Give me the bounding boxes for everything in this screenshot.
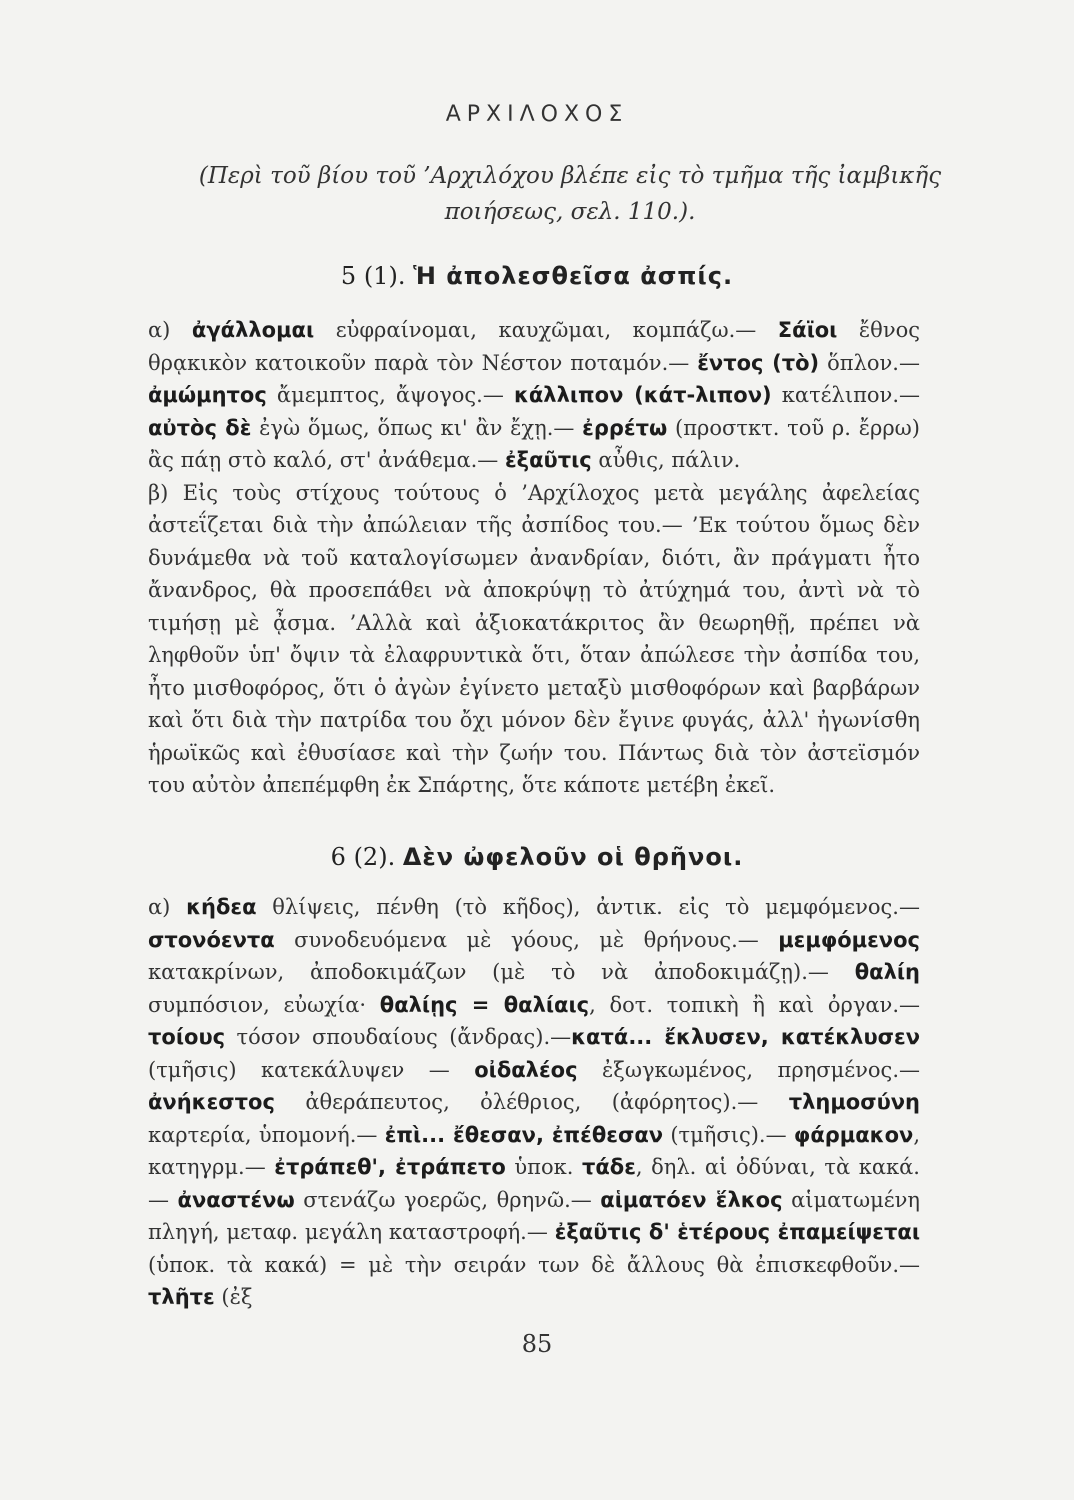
section-5-glossary-text: [148, 318, 920, 472]
section-6-glossary: α) κήδεα θλίψεις, πένθη (τὸ κῆδος), ἀντικ. εἰς τὸ μεμφόμενος.— στονόεντα συνοδευόμενα μὲ γόους, μὲ θρήνους.— μεμφόμενος κατακρίνων, ἀποδοκιμάζων (μὲ τὸ νὰ ἀποδοκιμάζῃ).— θαλίη συμπόσιον, εὐωχία· θαλίῃς = θαλίαις, δοτ. τοπικὴ ἢ καὶ ὀργαν.— τοίους τόσον σπουδαίους (ἄνδρας).—κατά... ἔκλυσεν, κατέκλυσεν (τμῆσις) κατεκάλυψεν — οἰδαλέος ἐξωγκωμένος, πρησμένος.— ἀνήκεστος ἀθεράπευτος, ὀλέθριος, (ἀφόρητος).— τλημοσύνη καρτερία, ὑπομονή.— ἐπὶ... ἔθεσαν, ἐπέθεσαν (τμῆσις).— φάρμακον, κατηγρμ.— ἐτράπεθ', ἐτράπετο ὑποκ. τάδε, δηλ. αἱ ὀδύναι, τὰ κακά.— ἀναστένω στενάζω γοερῶς, θρηνῶ.— αἱματόεν ἕλκος αἱματωμένη πληγή, μεταφ. μεγάλη καταστροφή.— ἐξαῦτις δ' ἑτέρους ἐπαμείψεται (ὑποκ. τὰ κακά) = μὲ τὴν σειράν των δὲ ἄλλους θὰ ἐπισκεφθοῦν.— τλῆτε (ἐξ: [148, 895, 921, 1309]
section-5-term: ἐξαῦτις: [504, 448, 592, 472]
section-5-term: ἐρρέτω: [582, 415, 668, 440]
section-6-term: τλῆτε: [148, 1285, 215, 1309]
section-5-gloss: ὅπλον.—: [819, 350, 920, 375]
section-6-gloss: στενάζω γοερῶς, θρηνῶ.—: [294, 1187, 601, 1212]
section-6-gloss: κατακρίνων, ἀποδοκιμάζων (μὲ τὸ νὰ ἀποδοκιμάζῃ).—: [148, 960, 855, 984]
section-6-gloss: καρτερία, ὑπομονή.—: [148, 1122, 385, 1147]
section-5-glossary: α) ἀγάλλομαι εὐφραίνομαι, καυχῶμαι, κομπάζω.— Σάϊοι ἔθνος θρᾳκικὸν κατοικοῦν παρὰ τὸν Νέστον ποταμόν.— ἔντος (τὸ) ὅπλον.— ἀμώμητος ἄμεμπτος, ἄψογος.— κάλλιπον (κάτ-λιπον) κατέλιπον.— αὐτὸς δὲ ἐγὼ ὅμως, ὅπως κι' ἂν ἔχῃ.— ἐρρέτω (προστκτ. τοῦ ρ. ἔρρω) ἂς πάῃ στὸ καλό, στ' ἀνάθεμα.— ἐξαῦτις αὖθις, πάλιν.: [148, 318, 920, 472]
section-6-term: ἐξαῦτις δ' ἑτέρους ἐπαμείψεται: [554, 1220, 920, 1244]
section-6-term: τλημοσύνη: [788, 1090, 920, 1114]
section-6-term: ἀναστένω: [177, 1187, 295, 1212]
section-6-term: ἀνήκεστος: [148, 1090, 275, 1114]
section-6-gloss: , δηλ. αἱ ὀδύναι, τὰ κακά.—: [148, 1155, 920, 1212]
section-5-term: ἔντος (τὸ): [697, 350, 820, 375]
section-6-term: ἐπὶ... ἔθεσαν, ἐπέθεσαν: [384, 1122, 664, 1147]
section-6-glossary-text: [148, 895, 920, 1309]
section-6-gloss: (ἐξ: [214, 1285, 253, 1309]
section-5-term: κάλλιπον (κάτ-λιπον): [513, 383, 772, 407]
page-header: ΑΡΧΙΛΟΧΟΣ: [445, 102, 629, 127]
section-6-gloss: , κατηγρμ.—: [148, 1122, 920, 1179]
section-5-gloss: αὖθις, πάλιν.: [591, 448, 741, 472]
section-6-heading: [0, 843, 1074, 871]
section-6-gloss: ἐξωγκωμένος, πρησμένος.—: [577, 1057, 920, 1082]
section-6-term: φάρμακον: [793, 1122, 914, 1147]
section-6-body: [148, 891, 920, 1314]
section-5-gloss: κατέλιπον.—: [771, 383, 920, 407]
section-6-term: θαλίῃς = θαλίαις: [379, 992, 590, 1017]
intro-note: (Περὶ τοῦ βίου τοῦ ’Αρχιλόχου βλέπε εἰς τὸ τμῆμα τῆς ἰαμβικῆς ποιήσεως, σελ. 110.).: [198, 163, 942, 225]
section-5-term: αὐτὸς δὲ: [148, 415, 252, 440]
section-6-gloss: θλίψεις, πένθη (τὸ κῆδος), ἀντικ. εἰς τὸ μεμφόμενος.—: [256, 895, 920, 919]
section-5-gloss: (προστκτ. τοῦ ρ. ἔρρω) ἂς πάῃ στὸ καλό, στ' ἀνάθεμα.—: [148, 415, 920, 472]
section-6-gloss: (ὑποκ. τὰ κακά) = μὲ τὴν σειράν των δὲ ἄλλους θὰ ἐπισκεφθοῦν.—: [148, 1252, 920, 1277]
section-6-term: μεμφόμενος: [778, 927, 920, 952]
section-6-term: τάδε: [581, 1155, 636, 1179]
section-6-gloss: ἀθεράπευτος, ὀλέθριος, (ἀφόρητος).—: [274, 1090, 789, 1114]
section-6-term: ἐτράπεθ', ἐτράπετο: [274, 1155, 506, 1179]
section-5-term: ἀμώμητος: [148, 383, 267, 407]
section-6-gloss: τόσον σπουδαίους (ἄνδρας).—: [225, 1025, 572, 1049]
section-5-commentary: β) Εἰς τοὺς στίχους τούτους ὁ ’Αρχίλοχος μετὰ μεγάλης ἀφελείας ἀστεΐζεται διὰ τὴν ἀπώλειαν τῆς ἀσπίδος του.— ’Εκ τούτου ὅμως δὲν δυνάμεθα νὰ τοῦ καταλογίσωμεν ἀνανδρίαν, διότι, ἂν πράγματι ἦτο ἄνανδρος, θὰ προσεπάθει νὰ ἀποκρύψῃ τὸ ἀτύχημά του, ἀντὶ νὰ τὸ τιμήσῃ μὲ ᾆσμα. ’Αλλὰ καὶ ἀξιοκατάκριτος ἂν θεωρηθῇ, πρέπει νὰ ληφθοῦν ὑπ' ὄψιν τὰ ἐλαφρυντικὰ ὅτι, ὅταν ἀπώλεσε τὴν ἀσπίδα του, ἦτο μισθοφόρος, ὅτι ὁ ἀγὼν ἐγίνετο μεταξὺ μισθοφόρων καὶ βαρβάρων καὶ ὅτι διὰ τὴν πατρίδα του ὄχι μόνον δὲν ἔγινε φυγάς, ἀλλ' ἠγωνίσθη ἡρωϊκῶς καὶ ἐθυσίασε καὶ τὴν ζωήν του. Πάντως διὰ τὸν ἀστεϊσμόν του αὐτὸν ἀπεπέμφθη ἐκ Σπάρτης, ὅτε κάποτε μετέβη ἐκεῖ.: [148, 480, 920, 797]
section-6-term: κήδεα: [186, 895, 257, 919]
section-5-heading: [0, 262, 1074, 290]
section-6-term: κατά... ἔκλυσεν, κατέκλυσεν: [571, 1025, 920, 1049]
section-5-term: ἀγάλλομαι: [191, 318, 315, 342]
section-6-term: στονόεντα: [148, 927, 275, 952]
section-5-gloss: ἔθνος θρᾳκικὸν κατοικοῦν παρὰ τὸν Νέστον ποταμόν.—: [148, 318, 920, 375]
page-number: 85: [521, 1330, 553, 1358]
section-6-gloss: , δοτ. τοπικὴ ἢ καὶ ὀργαν.—: [589, 992, 921, 1017]
section-6-gloss: ὑποκ.: [505, 1155, 582, 1179]
section-6-term: οἰδαλέος: [474, 1057, 578, 1082]
section-5-term: Σάϊοι: [777, 318, 838, 342]
section-6-term: τοίους: [148, 1025, 226, 1049]
section-6-term: αἱματόεν ἕλκος: [600, 1187, 783, 1212]
section-6-gloss: αἱματωμένη πληγή, μεταφ. μεγάλη καταστροφή.—: [148, 1187, 920, 1244]
section-6-gloss: συνοδευόμενα μὲ γόους, μὲ θρήνους.—: [274, 927, 779, 952]
section-5-gloss: εὐφραίνομαι, καυχῶμαι, κομπάζω.—: [314, 318, 778, 342]
section-6-gloss: (τμῆσις) κατεκάλυψεν —: [148, 1057, 475, 1082]
section-5-gloss: ἐγὼ ὅμως, ὅπως κι' ἂν ἔχῃ.—: [251, 415, 583, 440]
section-5-gloss: ἄμεμπτος, ἄψογος.—: [266, 383, 514, 407]
section-6-term: θαλίη: [854, 960, 920, 984]
section-6-gloss: συμπόσιον, εὐωχία·: [148, 992, 380, 1017]
section-5-body: [148, 314, 920, 802]
section-6-gloss: (τμῆσις).—: [663, 1122, 794, 1147]
section-6-title: Δὲν ὠφελοῦν οἱ θρῆνοι.: [402, 843, 744, 871]
section-5-title: Ἡ ἀπολεσθεῖσα ἀσπίς.: [413, 262, 734, 290]
section-5-number: 5 (1).: [340, 262, 406, 290]
section-6-number: 6 (2).: [330, 843, 396, 871]
section-5-commentary-text: Εἰς τοὺς στίχους τούτους ὁ ’Αρχίλοχος μετὰ μεγάλης ἀφελείας ἀστεΐζεται διὰ τὴν ἀπώλειαν τῆς ἀσπίδος του.— ’Εκ τούτου ὅμως δὲν δυνάμεθα νὰ τοῦ καταλογίσωμεν ἀνανδρίαν, διότι, ἂν πράγματι ἦτο ἄνανδρος, θὰ προσεπάθει νὰ ἀποκρύψῃ τὸ ἀτύχημά του, ἀντὶ νὰ τὸ τιμήσῃ μὲ ᾆσμα. ’Αλλὰ καὶ ἀξιοκατάκριτος ἂν θεωρηθῇ, πρέπει νὰ ληφθοῦν ὑπ' ὄψιν τὰ ἐλαφρυντικὰ ὅτι, ὅταν ἀπώλεσε τὴν ἀσπίδα του, ἦτο μισθοφόρος, ὅτι ὁ ἀγὼν ἐγίνετο μεταξὺ μισθοφόρων καὶ βαρβάρων καὶ ὅτι διὰ τὴν πατρίδα του ὄχι μόνον δὲν ἔγινε φυγάς, ἀλλ' ἠγωνίσθη ἡρωϊκῶς καὶ ἐθυσίασε καὶ τὴν ζωήν του. Πάντως διὰ τὸν ἀστεϊσμόν του αὐτὸν ἀπεπέμφθη ἐκ Σπάρτης, ὅτε κάποτε μετέβη ἐκεῖ.: [148, 480, 920, 797]
